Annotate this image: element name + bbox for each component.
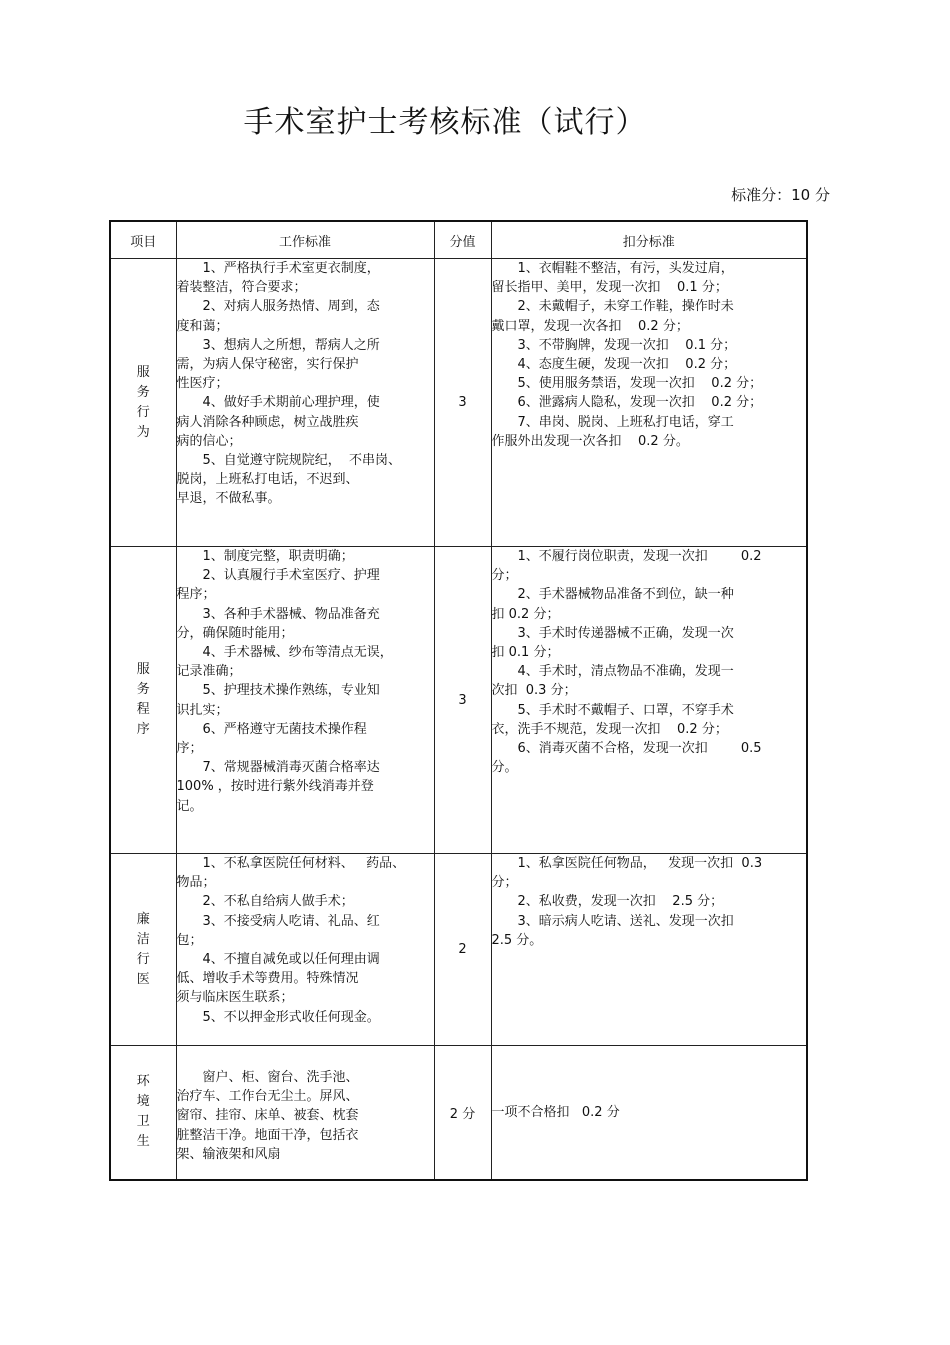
row-item: 廉洁行医: [110, 854, 176, 1046]
cell-line: 2、手术器械物品准备不到位，缺一种: [517, 587, 734, 603]
row-item: 服务程序: [110, 547, 176, 854]
cell-line: 6、消毒灭菌不合格，发现一次扣 0.5: [517, 741, 762, 757]
cell-line: 2、认真履行手术室医疗、护理: [202, 568, 380, 584]
cell-line: 包；: [176, 932, 203, 948]
cell-line: 度和蔼；: [176, 318, 229, 334]
table-row: [110, 854, 807, 1046]
cell-line: 分；: [491, 875, 518, 891]
cell-line: 2、不私自给病人做手术；: [202, 894, 354, 910]
cell-line: 分。: [491, 760, 518, 776]
row-deduction: [491, 1046, 807, 1180]
cell-line: 作服外出发现一次各扣 0.2 分。: [491, 433, 689, 449]
cell-line: 4、做好手术期前心理护理，使: [202, 395, 380, 411]
cell-line: 7、串岗、脱岗、上班私打电话，穿工: [517, 414, 734, 430]
cell-line: 3、暗示病人吃请、送礼、发现一次扣: [517, 913, 734, 929]
cell-line: 1、衣帽鞋不整洁，有污，头发过肩，: [517, 261, 734, 276]
row-standard: [176, 547, 434, 854]
cell-line: 窗户、柜、窗台、洗手池、: [202, 1070, 359, 1085]
row-standard: [176, 854, 434, 1046]
cell-line: 须与临床医生联系；: [176, 990, 294, 1006]
cell-line: 性医疗；: [176, 376, 229, 392]
cell-line: 留长指甲、美甲，发现一次扣 0.1 分；: [491, 280, 728, 296]
standard-score: 标准分：10 分: [731, 186, 830, 204]
header-deduction: 扣分标准: [491, 221, 807, 259]
cell-line: 6、泄露病人隐私，发现一次扣 0.2 分；: [517, 395, 763, 411]
cell-line: 1、不私拿医院任何材料、 药品、: [202, 856, 406, 871]
row-value: 3: [434, 259, 491, 547]
cell-line: 7、常规器械消毒灭菌合格率达: [202, 760, 380, 776]
assessment-table: [109, 220, 808, 1181]
cell-line: 100% ，按时进行紫外线消毒并登: [176, 779, 374, 795]
row-value: 2: [434, 854, 491, 1046]
cell-line: 5、不以押金形式收任何现金。: [202, 1009, 380, 1025]
row-deduction: [491, 854, 807, 1046]
cell-line: 3、不接受病人吃请、礼品、红: [202, 913, 380, 929]
cell-line: 病人消除各种顾虑，树立战胜疾: [176, 414, 359, 430]
cell-line: 低、增收手术等费用。特殊情况: [176, 971, 359, 987]
cell-line: 分；: [491, 568, 518, 584]
cell-line: 4、不擅自减免或以任何理由调: [202, 952, 380, 968]
cell-line: 4、态度生硬，发现一次扣 0.2 分；: [517, 357, 737, 373]
table-row: [110, 547, 807, 854]
cell-line: 次扣 0.3 分；: [491, 683, 577, 699]
cell-line: 分，确保随时能用；: [176, 625, 294, 641]
cell-line: 脱岗，上班私打电话，不迟到、: [176, 472, 359, 488]
cell-line: 3、手术时传递器械不正确，发现一次: [517, 625, 734, 641]
cell-line: 1、不履行岗位职责，发现一次扣 0.2: [517, 549, 762, 564]
cell-line: 1、制度完整，职责明确；: [202, 549, 354, 564]
cell-line: 识扎实；: [176, 702, 229, 718]
row-deduction: [491, 547, 807, 854]
row-item: 服务行为: [110, 259, 176, 547]
cell-line: 程序；: [176, 587, 216, 603]
cell-line: 戴口罩，发现一次各扣 0.2 分；: [491, 318, 689, 334]
cell-line: 架、输液架和风扇: [176, 1146, 281, 1162]
cell-line: 5、使用服务禁语，发现一次扣 0.2 分；: [517, 376, 763, 392]
cell-line: 序；: [176, 741, 203, 757]
row-item: 环境卫生: [110, 1046, 176, 1180]
table-header-row: [110, 221, 807, 259]
cell-line: 2.5 分。: [491, 932, 543, 948]
cell-line: 3、各种手术器械、物品准备充: [202, 606, 380, 622]
cell-line: 3、不带胸牌，发现一次扣 0.1 分；: [517, 337, 737, 353]
table-row: [110, 1046, 807, 1180]
cell-line: 着装整洁，符合要求；: [176, 280, 307, 296]
cell-line: 2、未戴帽子，未穿工作鞋，操作时未: [517, 299, 734, 315]
cell-line: 需，为病人保守秘密，实行保护: [176, 357, 359, 373]
row-standard: [176, 1046, 434, 1180]
cell-line: 扣 0.1 分；: [491, 645, 560, 661]
cell-line: 1、私拿医院任何物品， 发现一次扣 0.3: [517, 856, 763, 871]
cell-line: 脏整洁干净。地面干净，包括衣: [176, 1127, 359, 1143]
cell-line: 4、手术器械、纱布等清点无误，: [202, 645, 393, 661]
cell-line: 早退，不做私事。: [176, 491, 281, 507]
cell-line: 2、对病人服务热情、周到，态: [202, 299, 380, 315]
row-deduction: [491, 259, 807, 547]
cell-line: 物品；: [176, 875, 216, 891]
cell-line: 6、严格遵守无菌技术操作程: [202, 721, 367, 737]
cell-line: 5、护理技术操作熟练，专业知: [202, 683, 380, 699]
header-value: 分值: [434, 221, 491, 259]
document-title: 手术室护士考核标准（试行）: [243, 105, 647, 140]
row-value: 3: [434, 547, 491, 854]
cell-line: 2、私收费，发现一次扣 2.5 分；: [517, 894, 724, 910]
cell-line: 4、手术时，清点物品不准确，发现一: [517, 664, 734, 680]
cell-line: 5、手术时不戴帽子、口罩，不穿手术: [517, 702, 734, 718]
cell-line: 1、严格执行手术室更衣制度，: [202, 261, 380, 276]
cell-line: 一项不合格扣 0.2 分: [491, 1104, 620, 1120]
cell-line: 扣 0.2 分；: [491, 606, 560, 622]
row-standard: [176, 259, 434, 547]
cell-line: 病的信心；: [176, 433, 242, 449]
cell-line: 记录准确；: [176, 664, 242, 680]
cell-line: 治疗车、工作台无尘土。屏风、: [176, 1089, 359, 1105]
cell-line: 衣，洗手不规范，发现一次扣 0.2 分；: [491, 721, 728, 737]
header-item: 项目: [110, 221, 176, 259]
table-row: [110, 259, 807, 547]
cell-line: 记。: [176, 798, 203, 814]
cell-line: 5、自觉遵守院规院纪， 不串岗、: [202, 453, 402, 469]
cell-line: 窗帘、挂帘、床单、被套、枕套: [176, 1108, 359, 1124]
cell-line: 3、想病人之所想，帮病人之所: [202, 337, 380, 353]
header-standard: 工作标准: [176, 221, 434, 259]
row-value: 2 分: [434, 1046, 491, 1180]
